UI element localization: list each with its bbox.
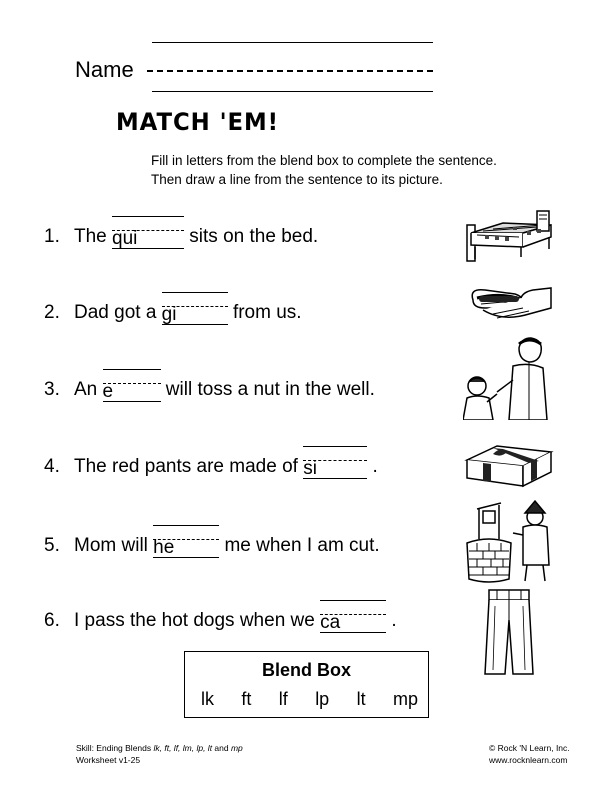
footer-url[interactable]: www.rocknlearn.com <box>489 755 568 765</box>
blend-item: ft <box>241 689 252 709</box>
sentence-5 <box>44 535 380 565</box>
footer-skill <box>76 743 243 753</box>
blend-item: lp <box>315 689 330 709</box>
word-stem: si <box>303 458 317 479</box>
pants-picture[interactable] <box>463 586 555 678</box>
name-label: Name <box>75 57 134 82</box>
footer-copyright: © Rock 'N Learn, Inc. <box>489 743 570 753</box>
answer-blank[interactable] <box>162 302 228 324</box>
answer-blank[interactable] <box>112 226 184 248</box>
word-stem: e <box>102 381 114 402</box>
elf-well-picture[interactable] <box>463 499 555 583</box>
blend-box-title: Blend Box <box>261 660 351 680</box>
sentence-number: 1. <box>44 226 60 247</box>
sentence-number: 6. <box>44 610 60 631</box>
sentence-text-before: An <box>74 379 103 400</box>
sentence-6 <box>44 610 397 640</box>
word-stem: ca <box>320 612 341 633</box>
worksheet-title: MATCH 'EM! <box>116 108 280 136</box>
word-stem: he <box>153 537 175 558</box>
blend-item: lk <box>201 689 214 709</box>
sentence-number: 5. <box>44 535 60 556</box>
mother-child-picture[interactable] <box>463 336 555 420</box>
sentence-text-after: . <box>367 456 378 477</box>
gift-picture[interactable] <box>463 436 555 492</box>
footer-skill-blends: lk, ft, lf, lm, lp, lt <box>153 743 213 753</box>
word-stem: qui <box>112 228 138 249</box>
answer-blank[interactable] <box>320 610 386 632</box>
blend-item: mp <box>392 689 418 709</box>
word-stem: gi <box>161 304 177 325</box>
answer-blank[interactable] <box>153 535 219 557</box>
sentence-text-after: from us. <box>227 302 302 323</box>
footer-skill-prefix: Skill: Ending Blends <box>76 743 154 753</box>
sentence-1 <box>44 226 318 256</box>
sentence-text-before: The red pants are made of <box>74 456 304 477</box>
sentence-number: 2. <box>44 302 60 323</box>
sentence-4 <box>44 456 378 486</box>
sentence-text-before: The <box>74 226 113 247</box>
answer-blank[interactable] <box>103 379 161 401</box>
blend-box <box>184 651 429 718</box>
footer-worksheet-id: Worksheet v1-25 <box>76 755 141 765</box>
sentence-text-before: Mom will <box>74 535 154 556</box>
blend-item: lf <box>278 689 288 709</box>
hotdog-picture[interactable] <box>463 278 555 328</box>
sentence-text-before: Dad got a <box>74 302 162 323</box>
sentence-number: 3. <box>44 379 60 400</box>
footer-skill-last: mp <box>230 743 243 753</box>
name-bottom-line <box>152 91 433 92</box>
sentence-text-after: sits on the bed. <box>184 226 319 247</box>
sentence-number: 4. <box>44 456 60 477</box>
answer-blank[interactable] <box>303 456 367 478</box>
name-field[interactable] <box>147 70 433 72</box>
bed-picture[interactable] <box>463 205 555 265</box>
blend-list <box>201 689 418 710</box>
footer-skill-and: and <box>212 743 231 753</box>
name-top-line <box>152 42 433 43</box>
sentence-text-after: me when I am cut. <box>219 535 380 556</box>
instruction-line-1: Fill in letters from the blend box to complete the sentence. <box>151 153 497 168</box>
sentence-text-after: . <box>386 610 397 631</box>
sentence-text-before: I pass the hot dogs when we <box>74 610 321 631</box>
sentence-2 <box>44 302 302 332</box>
blend-item: lt <box>356 689 366 709</box>
sentence-text-after: will toss a nut in the well. <box>160 379 375 400</box>
sentence-3 <box>44 379 375 409</box>
instruction-line-2: Then draw a line from the sentence to its picture. <box>151 172 443 187</box>
